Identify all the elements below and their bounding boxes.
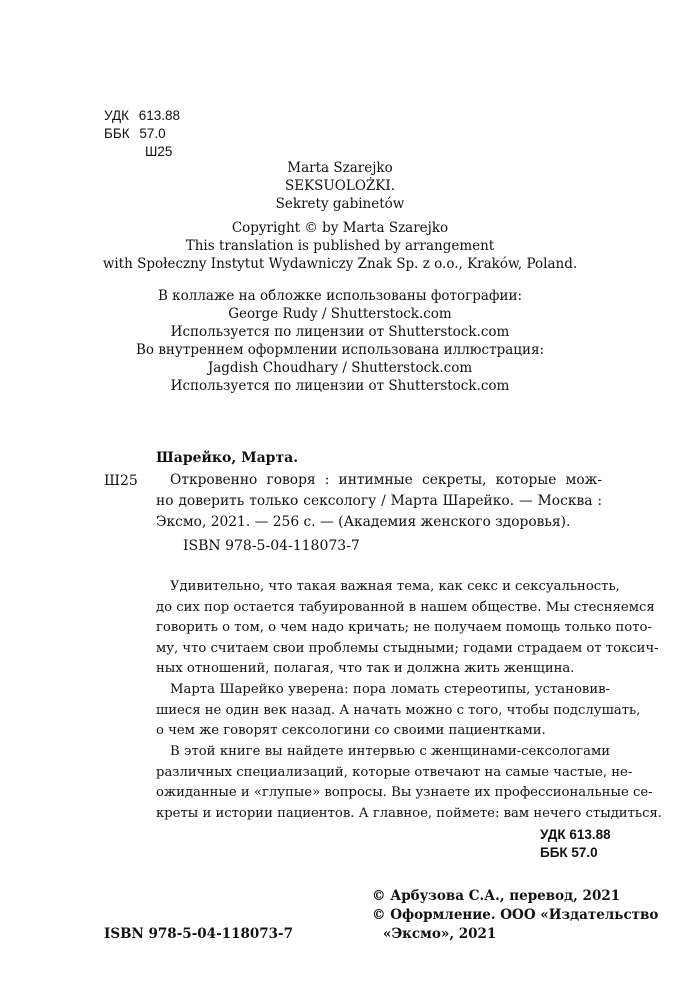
catalog-entry-line: Откровенно говоря : интимные секреты, которые мож- (170, 472, 602, 488)
annotation-line: ных отношений, полагая, что так и должна жить женщина. (156, 661, 575, 676)
design-copyright-line-2: «Эксмо», 2021 (383, 926, 497, 942)
credits-line: Используется по лицензии от Shutterstock.com (170, 378, 510, 394)
catalog-entry (156, 470, 602, 533)
credits-line: Jagdish Choudhary / Shutterstock.com (207, 360, 473, 376)
bbk-value: 57.0 (139, 126, 166, 141)
copyright-line-1: Copyright © by Marta Szarejko (231, 220, 449, 236)
annotation-line: Марта Шарейко уверена: пора ломать стереотипы, установив- (170, 682, 610, 697)
original-author: Marta Szarejko (287, 160, 393, 176)
annotation-line: ожиданные и «глупые» вопросы. Вы узнаете их профессиональные се- (156, 785, 653, 800)
annotation-line: о чем же говорят сексологини со своими пациентками. (156, 723, 546, 738)
catalog-isbn: ISBN 978-5-04-118073-7 (183, 538, 360, 554)
design-copyright-line-1: © Оформление. ООО «Издательство (372, 907, 659, 923)
annotation-line: Удивительно, что такая важная тема, как секс и сексуальность, (170, 579, 620, 594)
catalog-heading: Шарейко, Марта. (156, 450, 299, 466)
annotation-paragraph-3 (156, 742, 662, 824)
original-title: SEKSUOLOŻKI. (284, 178, 395, 194)
bbk-label: ББК (104, 126, 130, 141)
catalog-mark: Ш25 (104, 473, 138, 489)
annotation-paragraph-2 (156, 680, 641, 742)
credits-line: Во внутреннем оформлении использована иллюстрация: (135, 342, 545, 358)
annotation-line: му, что считаем свои проблемы стыдными; годами страдаем от токсич- (156, 640, 659, 656)
credits-line: В коллаже на обложке использованы фотографии: (157, 288, 523, 304)
annotation-udk: УДК 613.88 (540, 827, 611, 842)
credits-line: Используется по лицензии от Shutterstock.com (170, 324, 510, 340)
udk-value: 613.88 (138, 108, 181, 123)
annotation-line: креты и истории пациентов. А главное, поймете: вам нечего стыдиться. (156, 805, 662, 821)
bbk-code (104, 126, 166, 141)
author-mark: Ш25 (145, 144, 173, 159)
annotation-bbk: ББК 57.0 (540, 845, 598, 860)
annotation-paragraph-1 (156, 577, 659, 680)
annotation-line: шиеся не один век назад. А начать можно с того, чтобы подслушать, (156, 702, 641, 718)
copyright-line-2: This translation is published by arrangement (185, 238, 495, 254)
catalog-entry-line: но доверить только сексологу / Марта Шарейко. — Москва : (156, 493, 602, 509)
copyright-line-3: with Społeczny Instytut Wydawniczy Znak Sp. z o.o., Kraków, Poland. (102, 256, 578, 272)
credits-line: George Rudy / Shutterstock.com (228, 306, 452, 322)
annotation-line: до сих пор остается табуированной в нашем обществе. Мы стесняемся (156, 599, 655, 615)
udk-label: УДК (104, 108, 129, 123)
annotation-line: говорить о том, о чем надо кричать; не получаем помощь только пото- (156, 620, 652, 635)
footer-isbn: ISBN 978-5-04-118073-7 (104, 926, 294, 942)
original-subtitle: Sekrety gabinetów (275, 196, 405, 212)
translation-copyright: © Арбузова С.А., перевод, 2021 (372, 888, 621, 904)
catalog-entry-line: Эксмо, 2021. — 256 с. — (Академия женского здоровья). (156, 514, 571, 530)
annotation-line: различных специализаций, которые отвечают на самые частые, не- (156, 764, 633, 780)
annotation-line: В этой книге вы найдете интервью с женщинами-сексологами (170, 744, 610, 759)
udk-code (104, 108, 180, 123)
